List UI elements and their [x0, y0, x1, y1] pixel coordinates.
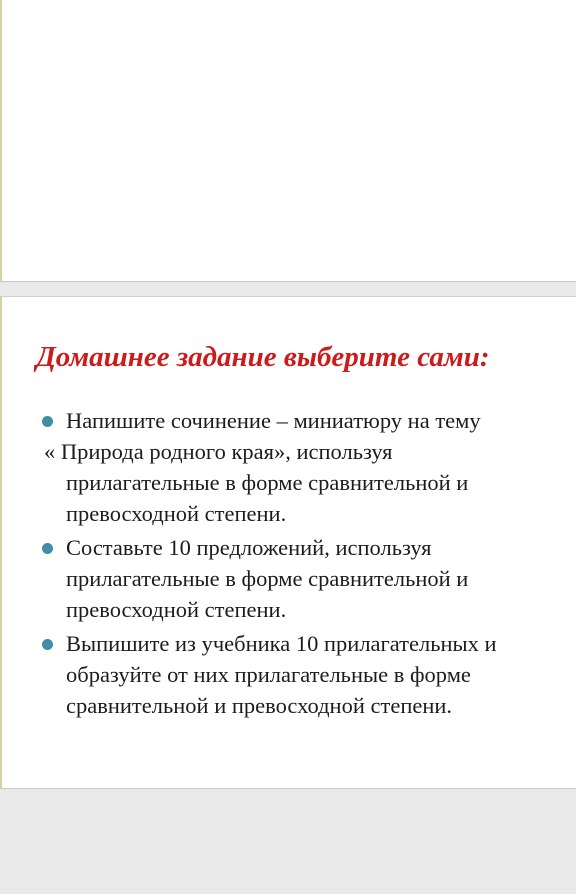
task-item-textbook	[2, 628, 576, 721]
task-line: прилагательные в форме сравнительной и	[66, 566, 469, 591]
task-line: Составьте 10 предложений, используя	[66, 535, 432, 560]
bullet-icon	[42, 416, 53, 427]
task-line: превосходной степени.	[66, 597, 287, 622]
task-line: прилагательные в форме сравнительной и	[66, 470, 469, 495]
task-list	[2, 405, 576, 724]
task-item-sentences	[2, 532, 576, 625]
task-line: превосходной степени.	[66, 501, 287, 526]
homework-slide	[0, 296, 576, 789]
task-line: Выпишите из учебника 10 прилагательных и	[66, 631, 497, 656]
task-line: образуйте от них прилагательные в форме	[66, 662, 471, 687]
bullet-icon	[42, 543, 53, 554]
task-item-essay	[2, 405, 576, 529]
bullet-icon	[42, 639, 53, 650]
task-line: сравнительной и превосходной степени.	[66, 693, 453, 718]
slide-heading: Домашнее задание выберите сами:	[36, 341, 490, 373]
task-line: « Природа родного края», используя	[44, 439, 393, 464]
previous-slide	[0, 0, 576, 282]
task-line: Напишите сочинение – миниатюру на тему	[66, 408, 481, 433]
